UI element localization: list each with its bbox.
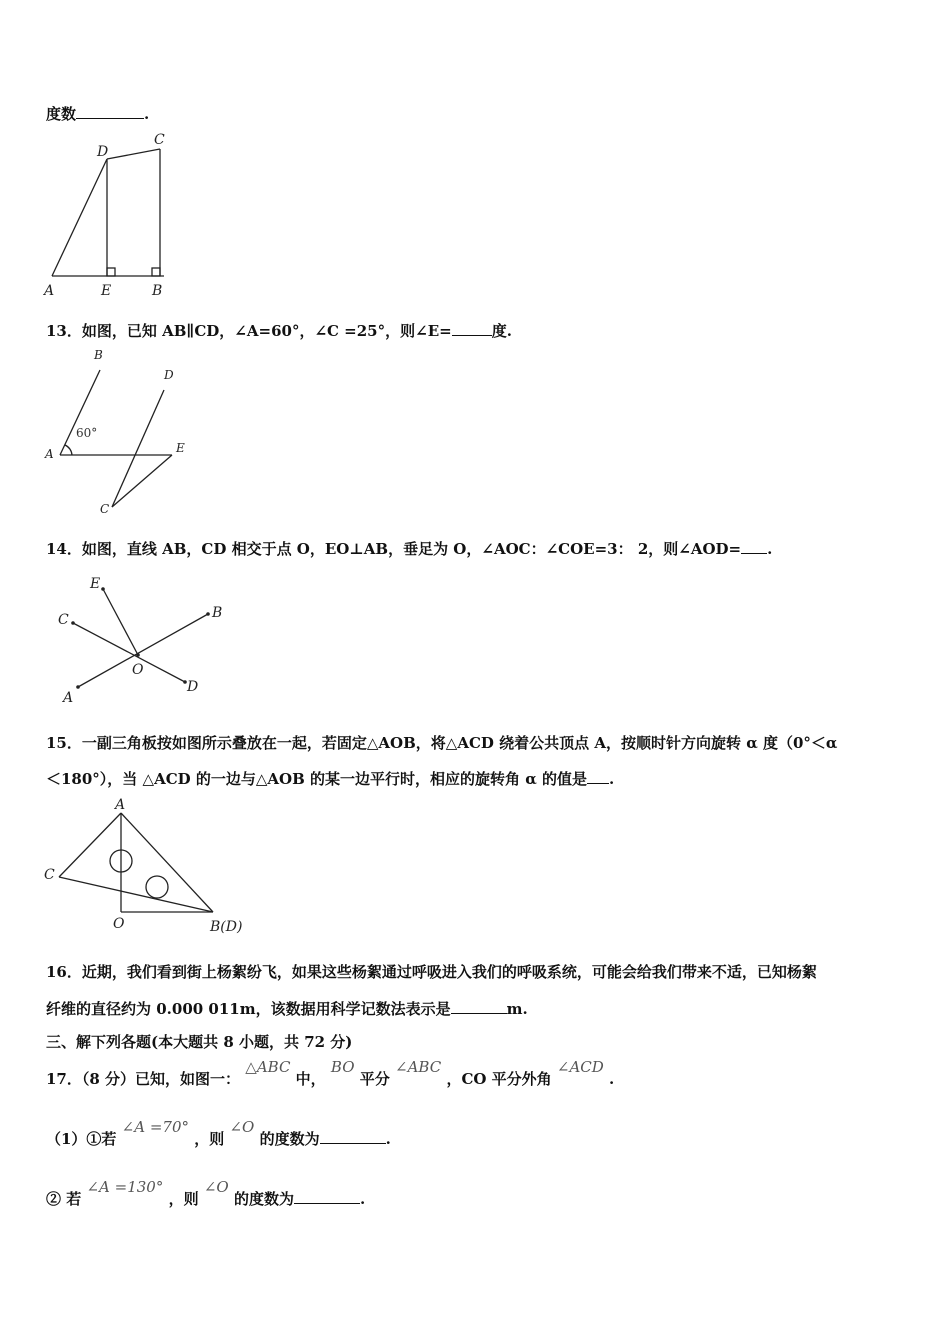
math-angle-a-70: ∠A =70° bbox=[121, 1118, 189, 1136]
label-b: B bbox=[152, 283, 163, 299]
answer-blank bbox=[741, 539, 767, 554]
q12-figure bbox=[40, 128, 190, 303]
question-17-part1: （1）①若 ∠A =70° ，则 ∠O 的度数为 . bbox=[46, 1118, 391, 1148]
label-d: D bbox=[97, 144, 109, 160]
question-15-line1: 15．一副三角板按如图所示叠放在一起，若固定△AOB，将△ACD 绕着公共顶点 A，按顺时针方向旋转 α 度（0°＜α bbox=[46, 734, 838, 752]
answer-blank bbox=[451, 999, 507, 1014]
math-angle-a-130: ∠A =130° bbox=[86, 1178, 164, 1196]
question-16-line2: 纤维的直径约为 0.000 011m，该数据用科学记数法表示是 m. bbox=[46, 1000, 528, 1018]
answer-blank bbox=[587, 769, 609, 784]
label-c: C bbox=[154, 132, 165, 148]
q12-tail: 度数 . bbox=[46, 105, 150, 123]
label-b: B bbox=[212, 605, 223, 621]
label-o: O bbox=[113, 916, 125, 932]
label-a: A bbox=[63, 690, 74, 705]
question-14: 14．如图，直线 AB，CD 相交于点 O，EO⊥AB，垂足为 O，∠AOC：∠COE=3： 2，则∠AOD= . bbox=[46, 540, 773, 558]
answer-blank bbox=[320, 1129, 386, 1144]
math-angle-abc: ∠ABC bbox=[395, 1058, 442, 1076]
label-e: E bbox=[90, 576, 101, 592]
question-13: 13．如图，已知 AB∥CD，∠A=60°，∠C =25°，则∠E= 度. bbox=[46, 322, 512, 340]
label-a: A bbox=[45, 447, 54, 461]
math-triangle-abc: △ABC bbox=[245, 1058, 291, 1076]
label-a: A bbox=[44, 283, 55, 299]
label-c: C bbox=[100, 502, 110, 516]
label-c: C bbox=[58, 612, 69, 628]
q14-figure bbox=[50, 570, 240, 705]
label-e: E bbox=[101, 283, 112, 299]
question-16-line1: 16．近期，我们看到街上杨絮纷飞，如果这些杨絮通过呼吸进入我们的呼吸系统，可能会给我们带来不适，已知杨絮 bbox=[46, 963, 817, 981]
question-17: 17．（8 分）已知，如图一： △ABC 中， BO 平分 ∠ABC ，CO 平分外角 ∠ACD . bbox=[46, 1058, 615, 1088]
section-3-title: 三、解下列各题(本大题共 8 小题，共 72 分) bbox=[46, 1033, 353, 1051]
question-15-line2: ＜180°），当 △ACD 的一边与△AOB 的某一边平行时，相应的旋转角 α 的值是 . bbox=[46, 770, 615, 788]
label-o: O bbox=[132, 662, 144, 678]
answer-blank bbox=[452, 321, 492, 336]
math-bo: BO bbox=[330, 1058, 355, 1076]
label-c: C bbox=[44, 867, 55, 883]
question-17-part2: ② 若 ∠A =130° ，则 ∠O 的度数为 . bbox=[46, 1178, 366, 1208]
math-angle-acd: ∠ACD bbox=[556, 1058, 604, 1076]
math-angle-o: ∠O bbox=[229, 1118, 255, 1136]
answer-blank bbox=[294, 1189, 360, 1204]
math-angle-o: ∠O bbox=[203, 1178, 229, 1196]
label-bd: B(D) bbox=[210, 919, 243, 935]
angle-label: 60° bbox=[76, 426, 98, 440]
answer-blank bbox=[76, 104, 144, 119]
label-d: D bbox=[164, 368, 174, 382]
q13-figure bbox=[40, 345, 200, 520]
label-a: A bbox=[115, 797, 126, 813]
q15-figure bbox=[40, 795, 260, 940]
label-d: D bbox=[187, 679, 199, 695]
label-b: B bbox=[94, 348, 103, 362]
label-e: E bbox=[176, 441, 185, 455]
